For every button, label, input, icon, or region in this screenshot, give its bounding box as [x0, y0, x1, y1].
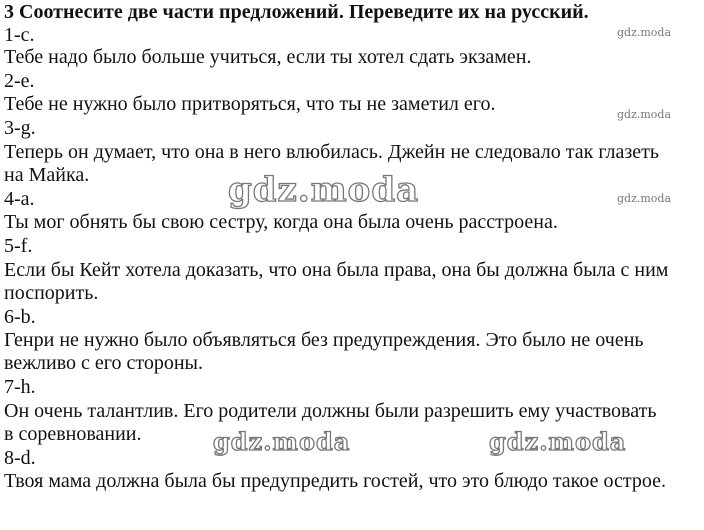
sentence-line: Теперь он думает, что она в него влюбилась. Джейн не следовало так глазеть — [4, 141, 660, 163]
answer-label: 1-c. — [4, 24, 35, 46]
sentence-line: поспорить. — [4, 282, 99, 304]
sentence-line: Он очень талантлив. Его родители должны были разрешить ему участвовать — [4, 400, 657, 422]
sentence-line: Ты мог обнять бы свою сестру, когда она была очень расстроена. — [4, 211, 558, 233]
watermark-large: gdz.moda — [213, 427, 351, 456]
answer-label: 5-f. — [4, 235, 33, 257]
sentence-line: Если бы Кейт хотела доказать, что она была права, она бы должна была с ним — [4, 259, 669, 281]
watermark-large: gdz.moda — [228, 170, 420, 210]
answer-label: 7-h. — [4, 376, 36, 398]
answer-label: 6-b. — [4, 306, 36, 328]
sentence-line: на Майка. — [4, 164, 90, 186]
sentence-line: Тебе не нужно было притворяться, что ты не заметил его. — [4, 93, 496, 115]
exercise-title: 3 Соотнесите две части предложений. Переведите их на русский. — [4, 1, 589, 23]
answer-label: 3-g. — [4, 117, 36, 139]
sentence-line: в соревновании. — [4, 423, 142, 445]
sentence-line: вежливо с его стороны. — [4, 352, 203, 374]
sentence-line: Генри не нужно было объявляться без предупреждения. Это было не очень — [4, 329, 644, 351]
watermark-small: gdz.moda — [617, 192, 672, 205]
answer-label: 8-d. — [4, 447, 36, 469]
answer-label: 4-a. — [4, 188, 35, 210]
watermark-small: gdz.moda — [617, 26, 672, 39]
watermark-large: gdz.moda — [489, 427, 627, 456]
sentence-line: Тебе надо было больше учиться, если ты хотел сдать экзамен. — [4, 46, 532, 68]
answer-label: 2-e. — [4, 70, 35, 92]
sentence-line: Твоя мама должна была бы предупредить гостей, что это блюдо такое острое. — [4, 470, 666, 492]
watermark-small: gdz.moda — [617, 108, 672, 121]
